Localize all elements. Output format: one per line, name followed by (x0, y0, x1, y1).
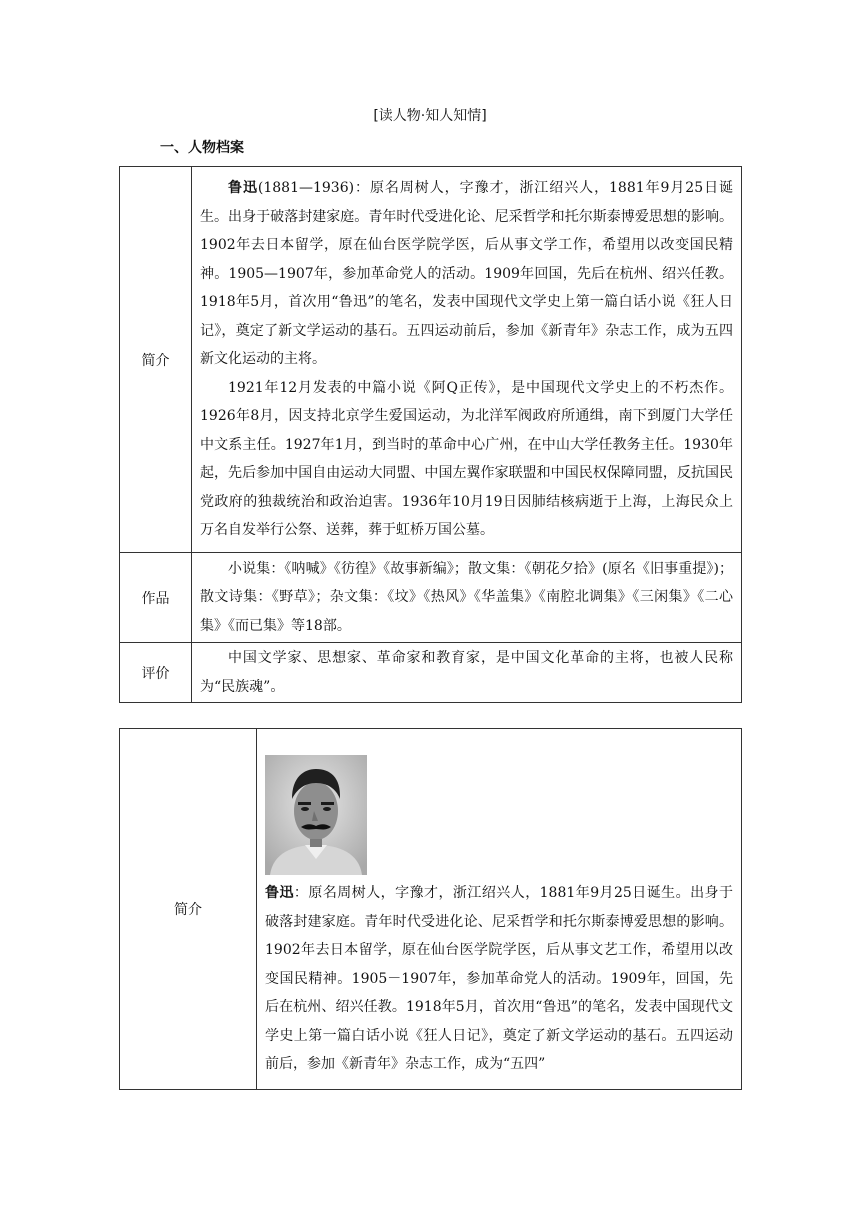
evaluation-text: 中国文学家、思想家、革命家和教育家，是中国文化革命的主将，也被人民称为“民族魂”。 (200, 650, 733, 695)
works-text: 小说集：《呐喊》《彷徨》《故事新编》；散文集：《朝花夕拾》(原名《旧事重提》)；散文诗集：《野草》；杂文集：《坟》《热风》《华盖集》《南腔北调集》《三闲集》《二心集》《而已集》等18部。 (200, 560, 733, 634)
intro-text-body: ：原名周树人，字豫才，浙江绍兴人，1881年9月25日诞生。出身于破落封建家庭。青年时代受进化论、尼采哲学和托尔斯泰博爱思想的影响。1902年去日本留学，原在仙台医学院学医，后从事文艺工作，希望用以改变国民精神。1905－1907年，参加革命党人的活动。1909年，回国，先后在杭州、绍兴任教。1918年5月，首次用“鲁迅”的笔名，发表中国现代文学史上第一篇白话小说《狂人日记》，奠定了新文学运动的基石。五四运动前后，参加《新青年》杂志工作，成为“五四” (265, 885, 734, 1072)
works-label: 作品 (120, 553, 192, 643)
intro-paragraph-2: 1921年12月发表的中篇小说《阿Q正传》，是中国现代文学史上的不朽杰作。1926年8月，因支持北京学生爱国运动，为北洋军阀政府所通缉，南下到厦门大学任中文系主任。1927年1月，到当时的革命中心广州，在中山大学任教务主任。1930年起，先后参加中国自由运动大同盟、中国左翼作家联盟和中国民权保障同盟，反抗国民党政府的独裁统治和政治迫害。1936年10月19日因肺结核病逝于上海，上海民众上万名自发举行公祭、送葬，葬于虹桥万国公墓。 (200, 379, 733, 539)
intro-text (265, 879, 733, 1079)
works-cell (192, 553, 742, 643)
intro-cell (192, 167, 742, 553)
intro-text-1: (1881—1936)：原名周树人，字豫才，浙江绍兴人，1881年9月25日诞生。出身于破落封建家庭。青年时代受进化论、尼采哲学和托尔斯泰博爱思想的影响。1902年去日本留学，原在仙台医学院学医，后从事文学工作，希望用以改变国民精神。1905—1907年，参加革命党人的活动。1909年回国，先后在杭州、绍兴任教。1918年5月，首次用“鲁迅”的笔名，发表中国现代文学史上第一篇白话小说《狂人日记》，奠定了新文学运动的基石。五四运动前后，参加《新青年》杂志工作，成为五四新文化运动的主将。 (200, 180, 734, 368)
intro-label: 简介 (120, 729, 257, 1090)
table-row (120, 643, 742, 703)
page-title: [读人物·知人知情] (373, 108, 487, 124)
evaluation-label: 评价 (120, 643, 192, 703)
table-row (120, 553, 742, 643)
table-row (120, 167, 742, 553)
portrait-image (265, 755, 367, 875)
author-name: 鲁迅 (228, 180, 258, 197)
intro-photo-cell (257, 729, 742, 1090)
intro-paragraph-1 (200, 174, 733, 374)
profile-photo-table (119, 728, 742, 1090)
evaluation-cell (192, 643, 742, 703)
section-heading: 一、人物档案 (160, 140, 244, 156)
author-name: 鲁迅 (265, 885, 294, 901)
intro-label: 简介 (120, 167, 192, 553)
profile-table (119, 166, 742, 703)
table-row (120, 729, 742, 1090)
